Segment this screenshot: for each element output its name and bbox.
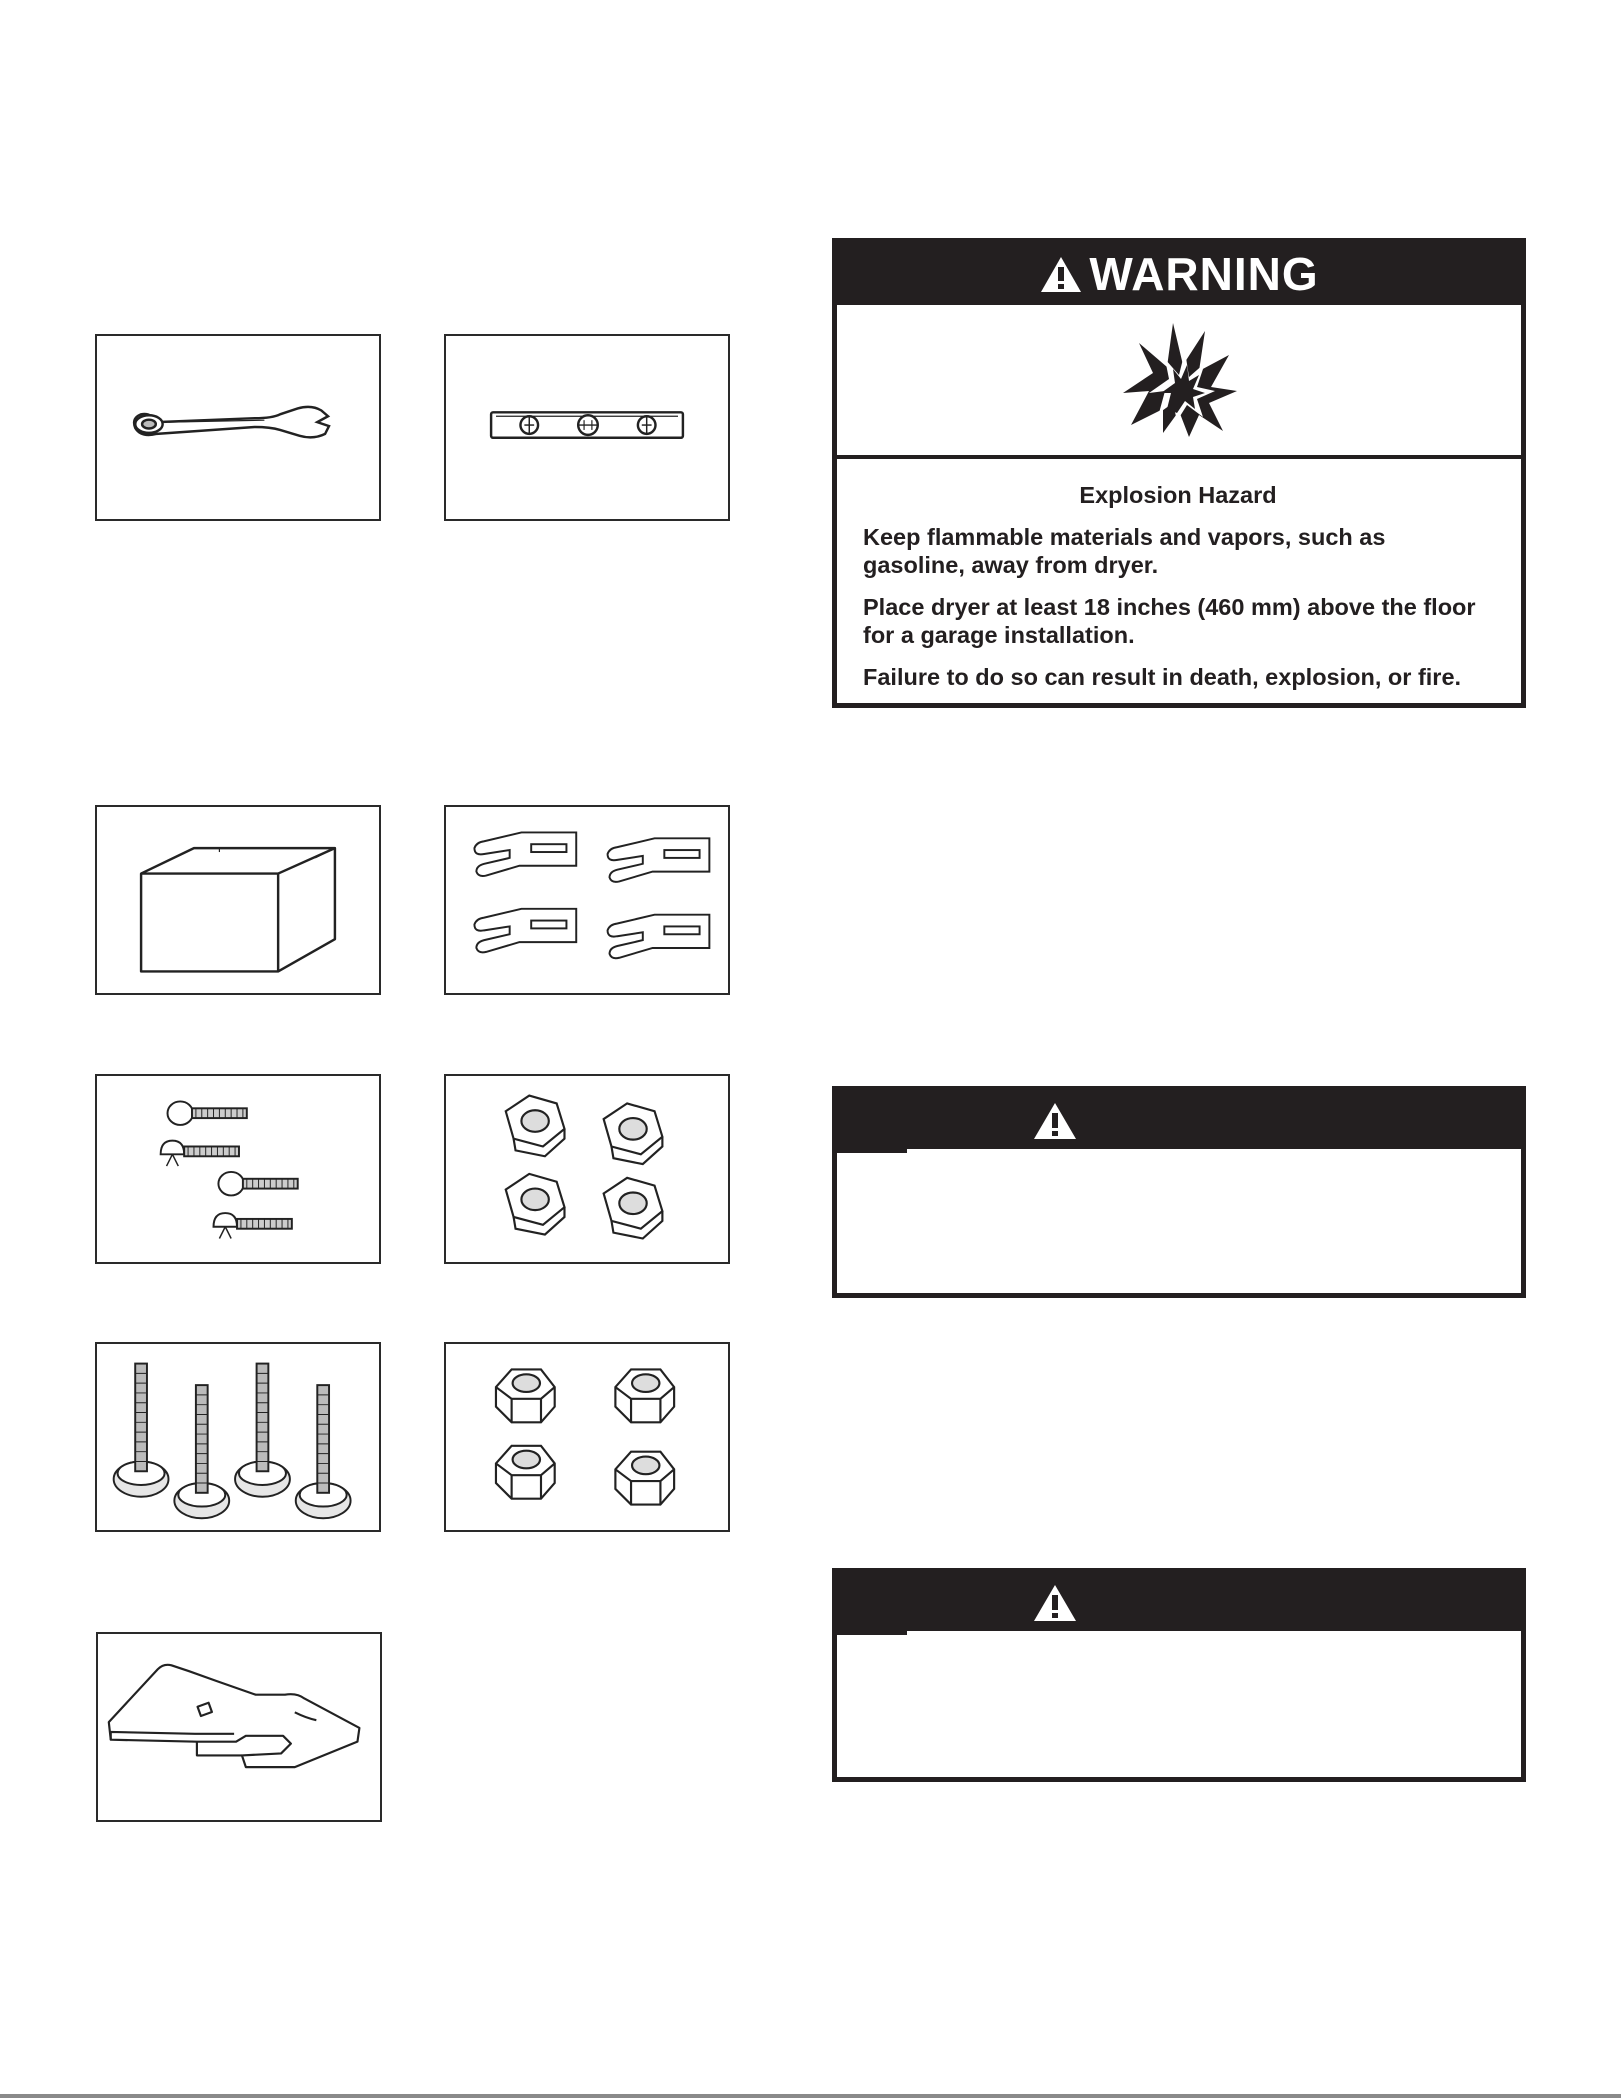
warning-panel (832, 238, 1526, 708)
warning-body (837, 459, 1521, 715)
safety-panel-2-rule (837, 1631, 907, 1635)
warning-line-2: Place dryer at least 18 inches (460 mm) above the floor for a garage installation. (863, 594, 1476, 648)
safety-panel-1 (832, 1086, 1526, 1298)
safety-panel-1-rule (837, 1149, 907, 1153)
warning-line-3: Failure to do so can result in death, explosion, or fire. (863, 664, 1462, 690)
safety-panel-2-header (837, 1573, 1521, 1631)
hex-nut-icon (446, 1344, 728, 1530)
warning-signal-word: WARNING (1089, 248, 1319, 300)
warning-triangle-icon (1039, 254, 1083, 294)
flange-nuts-box (444, 1074, 730, 1264)
pedestal-box (95, 805, 381, 995)
wrench-icon (97, 336, 379, 519)
carriage-bolts-box (95, 1074, 381, 1264)
warning-header (837, 243, 1521, 305)
flange-nut-icon (446, 1076, 728, 1262)
hazard-title: Explosion Hazard (1079, 482, 1277, 508)
leveling-legs-box (95, 1342, 381, 1532)
wrench-tool-box (95, 334, 381, 521)
leveling-wrench-box (96, 1632, 382, 1822)
leveling-leg-icon (97, 1344, 379, 1530)
warning-triangle-icon (1032, 1583, 1078, 1623)
leveling-wrench-icon (98, 1634, 380, 1820)
explosion-icon (1119, 321, 1239, 439)
warning-triangle-icon (1032, 1101, 1078, 1141)
page-bottom-rule (0, 2094, 1621, 2098)
level-tool-box (444, 334, 730, 521)
bracket-icon (446, 807, 728, 993)
warning-line-1: Keep flammable materials and vapors, such as gasoline, away from dryer. (863, 524, 1386, 578)
safety-panel-2 (832, 1568, 1526, 1782)
hex-nuts-box (444, 1342, 730, 1532)
pedestal-icon (97, 807, 379, 993)
carriage-bolt-icon (97, 1076, 379, 1262)
safety-panel-1-header (837, 1091, 1521, 1149)
explosion-pictogram (837, 305, 1521, 459)
brackets-box (444, 805, 730, 995)
level-icon (446, 336, 728, 519)
